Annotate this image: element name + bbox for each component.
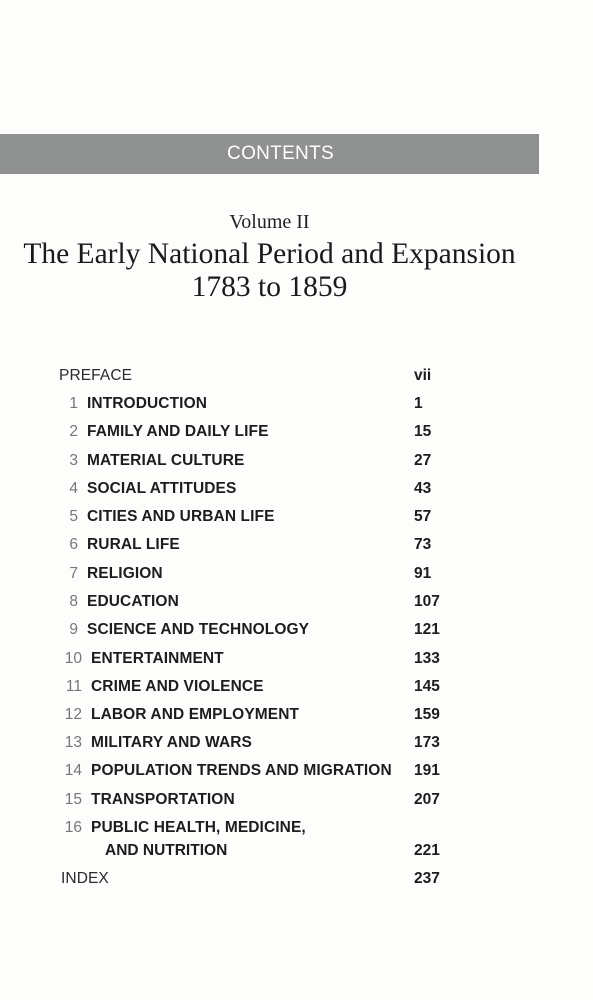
toc-entry-chapter[interactable] xyxy=(0,423,593,447)
toc-entry-chapter[interactable] xyxy=(0,536,593,560)
toc-entry-chapter[interactable] xyxy=(0,621,593,645)
toc-page-number: 27 xyxy=(414,452,432,469)
toc-page-number: 207 xyxy=(414,791,440,808)
chapter-title: RURAL LIFE xyxy=(87,536,180,553)
chapter-title: PUBLIC HEALTH, MEDICINE, xyxy=(91,819,306,836)
toc-entry-chapter[interactable] xyxy=(0,593,593,617)
chapter-title: EDUCATION xyxy=(87,593,179,610)
chapter-title: RELIGION xyxy=(87,565,163,582)
toc-page-number: 173 xyxy=(414,734,440,751)
toc-page-number: 221 xyxy=(414,842,440,859)
chapter-number: 4 xyxy=(69,480,78,497)
toc-entry-chapter[interactable] xyxy=(0,819,593,869)
book-title-line-1: The Early National Period and Expansion xyxy=(23,238,516,270)
volume-label: Volume II xyxy=(229,211,310,233)
toc-entry-chapter[interactable] xyxy=(0,452,593,476)
toc-entry-chapter[interactable] xyxy=(0,395,593,419)
contents-heading: CONTENTS xyxy=(227,143,334,164)
chapter-number: 14 xyxy=(64,762,82,779)
chapter-title: LABOR AND EMPLOYMENT xyxy=(91,706,300,723)
toc-page-number: 159 xyxy=(414,706,440,723)
chapter-number: 9 xyxy=(69,621,78,638)
toc-entry-chapter[interactable] xyxy=(0,734,593,758)
chapter-title: SOCIAL ATTITUDES xyxy=(87,480,237,497)
chapter-number: 6 xyxy=(69,536,78,553)
chapter-title: POPULATION TRENDS AND MIGRATION xyxy=(91,762,392,779)
toc-page-number: 133 xyxy=(414,650,440,667)
toc-entry-preface[interactable] xyxy=(0,367,593,391)
toc-page-number: 121 xyxy=(414,621,440,638)
chapter-title: TRANSPORTATION xyxy=(91,791,235,808)
chapter-number: 13 xyxy=(64,734,82,751)
chapter-title: MATERIAL CULTURE xyxy=(87,452,245,469)
chapter-title: ENTERTAINMENT xyxy=(91,650,224,667)
toc-page-number: 43 xyxy=(414,480,432,497)
chapter-title: MILITARY AND WARS xyxy=(91,734,252,751)
chapter-number: 12 xyxy=(64,706,82,723)
toc-entry-chapter[interactable] xyxy=(0,762,593,786)
chapter-number: 1 xyxy=(69,395,78,412)
toc-page-number: 237 xyxy=(414,870,440,887)
toc-page-number: vii xyxy=(414,367,432,384)
toc-page-number: 57 xyxy=(414,508,432,525)
toc-page-number: 1 xyxy=(414,395,423,412)
chapter-number: 15 xyxy=(64,791,82,808)
chapter-number: 8 xyxy=(69,593,78,610)
chapter-number: 10 xyxy=(64,650,82,667)
chapter-number: 16 xyxy=(64,819,82,836)
chapter-title: FAMILY AND DAILY LIFE xyxy=(87,423,269,440)
toc-entry-chapter[interactable] xyxy=(0,508,593,532)
toc-page-number: 73 xyxy=(414,536,432,553)
toc-entry-index[interactable] xyxy=(0,870,593,894)
toc-page-number: 191 xyxy=(414,762,440,779)
chapter-number: 2 xyxy=(69,423,78,440)
chapter-title: CRIME AND VIOLENCE xyxy=(91,678,264,695)
toc-entry-chapter[interactable] xyxy=(0,791,593,815)
book-title-line-2: 1783 to 1859 xyxy=(191,271,348,303)
chapter-title: CITIES AND URBAN LIFE xyxy=(87,508,275,525)
chapter-number: 7 xyxy=(69,565,78,582)
toc-page-number: 107 xyxy=(414,593,440,610)
toc-entry-chapter[interactable] xyxy=(0,565,593,589)
chapter-title: INTRODUCTION xyxy=(87,395,208,412)
toc-page-number: 91 xyxy=(414,565,432,582)
chapter-title: SCIENCE AND TECHNOLOGY xyxy=(87,621,310,638)
toc-entry-chapter[interactable] xyxy=(0,706,593,730)
toc-entry-chapter[interactable] xyxy=(0,650,593,674)
chapter-number: 5 xyxy=(69,508,78,525)
toc-entry-label: PREFACE xyxy=(59,367,133,384)
toc-page-number: 15 xyxy=(414,423,432,440)
toc-entry-chapter[interactable] xyxy=(0,678,593,702)
toc-entry-chapter[interactable] xyxy=(0,480,593,504)
toc-page-number: 145 xyxy=(414,678,440,695)
chapter-number: 11 xyxy=(65,678,82,695)
chapter-title-continued: AND NUTRITION xyxy=(105,842,228,859)
chapter-number: 3 xyxy=(69,452,78,469)
toc-entry-label: INDEX xyxy=(61,870,109,887)
